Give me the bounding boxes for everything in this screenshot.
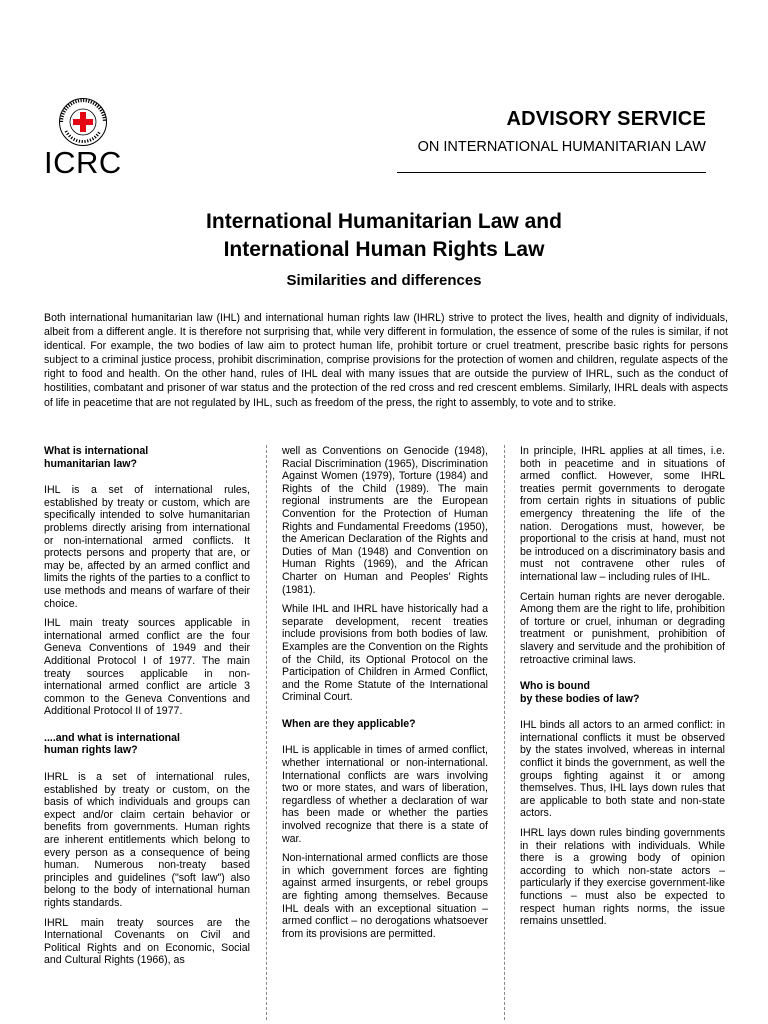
- paragraph: well as Conventions on Genocide (1948), Racial Discrimination (1965), Discrimination Against Women (1979), Torture (1984) and Rights of the Child (1989). The main regional instruments are the European Convention for the Protection of Human Rights and Fundamental Freedoms (1950), the American Declaration of the Rights and Duties of Man (1948) and Convention on Human Rights (1969), and the African Charter on Human and Peoples' Rights (1981).: [282, 445, 488, 596]
- paragraph: IHL is applicable in times of armed conflict, whether international or non-international. International conflicts are wars involving two or more states, and wars of liberation, regardless of whether a declaration of war has been made or whether the parties involved recognize that there is a state of war.: [282, 744, 488, 845]
- document-title: [0, 208, 768, 264]
- icrc-emblem-icon: [58, 97, 108, 147]
- heading-line: human rights law?: [44, 744, 138, 757]
- heading-line: by these bodies of law?: [520, 692, 640, 705]
- paragraph: Certain human rights are never derogable. Among them are the right to life, prohibition of torture or cruel, inhuman or degrading treatment or punishment, prohibition of slavery and servitude and the prohibition of retroactive criminal laws.: [520, 590, 725, 666]
- column-2: [282, 445, 488, 947]
- paragraph: IHL main treaty sources applicable in international armed conflict are the four Geneva Conventions of 1949 and their Additional Protocol I of 1977. The main treaty sources applicable in non-international armed conflict are article 3 common to the Geneva Conventions and Additional Protocol II of 1977.: [44, 617, 250, 718]
- title-line-1: International Humanitarian Law and: [206, 210, 562, 233]
- heading-line: ....and what is international: [44, 731, 180, 744]
- title-line-2: International Human Rights Law: [223, 238, 545, 261]
- document-subtitle: Similarities and differences: [286, 272, 482, 289]
- column-divider: [504, 445, 505, 1020]
- advisory-title: ADVISORY SERVICE: [506, 108, 706, 130]
- paragraph: IHRL main treaty sources are the International Covenants on Civil and Political Rights and on Economic, Social and Cultural Rights (1966), as: [44, 916, 250, 967]
- section-heading: [44, 732, 250, 757]
- section-heading: [44, 445, 250, 470]
- paragraph: While IHL and IHRL have historically had a separate development, recent treaties include provisions from both bodies of law. Examples are the Convention on the Rights of the Child, its Optional Protocol on the Participation of Children in Armed Conflict, and the Rome Statute of the International Criminal Court.: [282, 603, 488, 704]
- logo-text: ICRC: [44, 145, 122, 180]
- advisory-subtitle: ON INTERNATIONAL HUMANITARIAN LAW: [417, 139, 706, 155]
- paragraph: IHRL lays down rules binding governments in their relations with individuals. While there is a growing body of opinion according to which non-state actors – particularly if they exercise government-like functions – must also be expected to respect human rights norms, the issue remains unsettled.: [520, 827, 725, 928]
- column-3: [520, 445, 725, 935]
- paragraph: IHL is a set of international rules, established by treaty or custom, which are specifically intended to solve humanitarian problems directly arising from international or non-international armed conflicts. It protects persons and property that are, or may be, affected by an armed conflict and limits the rights of the parties to a conflict to use methods and means of warfare of their choice.: [44, 484, 250, 610]
- intro-paragraph: Both international humanitarian law (IHL) and international human rights law (IHRL) strive to protect the lives, health and dignity of individuals, albeit from a different angle. It is therefore not surprising that, while very different in formulation, the essence of some of the rules is similar, if not identical. For example, the two bodies of law aim to protect human life, prohibit torture or cruel treatment, prescribe basic rights for persons subject to a criminal justice process, prohibit discrimination, comprise provisions for the protection of women and children, regulate aspects of the right to food and health. On the other hand, rules of IHL deal with many issues that are outside the purview of IHRL, such as the conduct of hostilities, combatant and prisoner of war status and the protection of the red cross and red crescent emblems. Similarly, IHRL deals with aspects of life in peacetime that are not regulated by IHL, such as freedom of the press, the right to assembly, to vote and to strike.: [44, 312, 728, 409]
- column-divider: [266, 445, 267, 1020]
- heading-line: Who is bound: [520, 680, 591, 693]
- heading-line: What is international: [44, 445, 149, 457]
- paragraph: IHL binds all actors to an armed conflict: in international conflicts it must be observed by the states involved, whereas in internal conflict it binds the government, as well the groups fighting against it or among themselves. Thus, IHL lays down rules that are applicable to both state and non-state actors.: [520, 719, 725, 820]
- header-rule: [397, 172, 706, 173]
- paragraph: In principle, IHRL applies at all times, i.e. both in peacetime and in situations of armed conflict. However, some IHRL treaties permit governments to derogate from certain rights in situations of public emergency threatening the life of the nation. Derogations must, however, be proportional to the crisis at hand, must not be introduced on a discriminatory basis and must not contravene other rules of international law – including rules of IHL.: [520, 445, 725, 583]
- heading-line: humanitarian law?: [44, 457, 138, 470]
- paragraph: IHRL is a set of international rules, established by treaty or custom, on the basis of which individuals and groups can expect and/or claim certain behavior or benefits from governments. Human rights are inherent entitlements which belong to every person as a consequence of being human. Numerous non-treaty based principles and guidelines ("soft law") also belong to the body of international human rights standards.: [44, 771, 250, 909]
- section-heading: When are they applicable?: [282, 717, 416, 730]
- section-heading: [520, 680, 725, 705]
- paragraph: Non-international armed conflicts are those in which government forces are fighting against armed insurgents, or rebel groups are fighting among themselves. Because IHL deals with an exceptional situation – armed conflict – no derogations whatsoever from its provisions are permitted.: [282, 852, 488, 940]
- column-1: [44, 445, 250, 974]
